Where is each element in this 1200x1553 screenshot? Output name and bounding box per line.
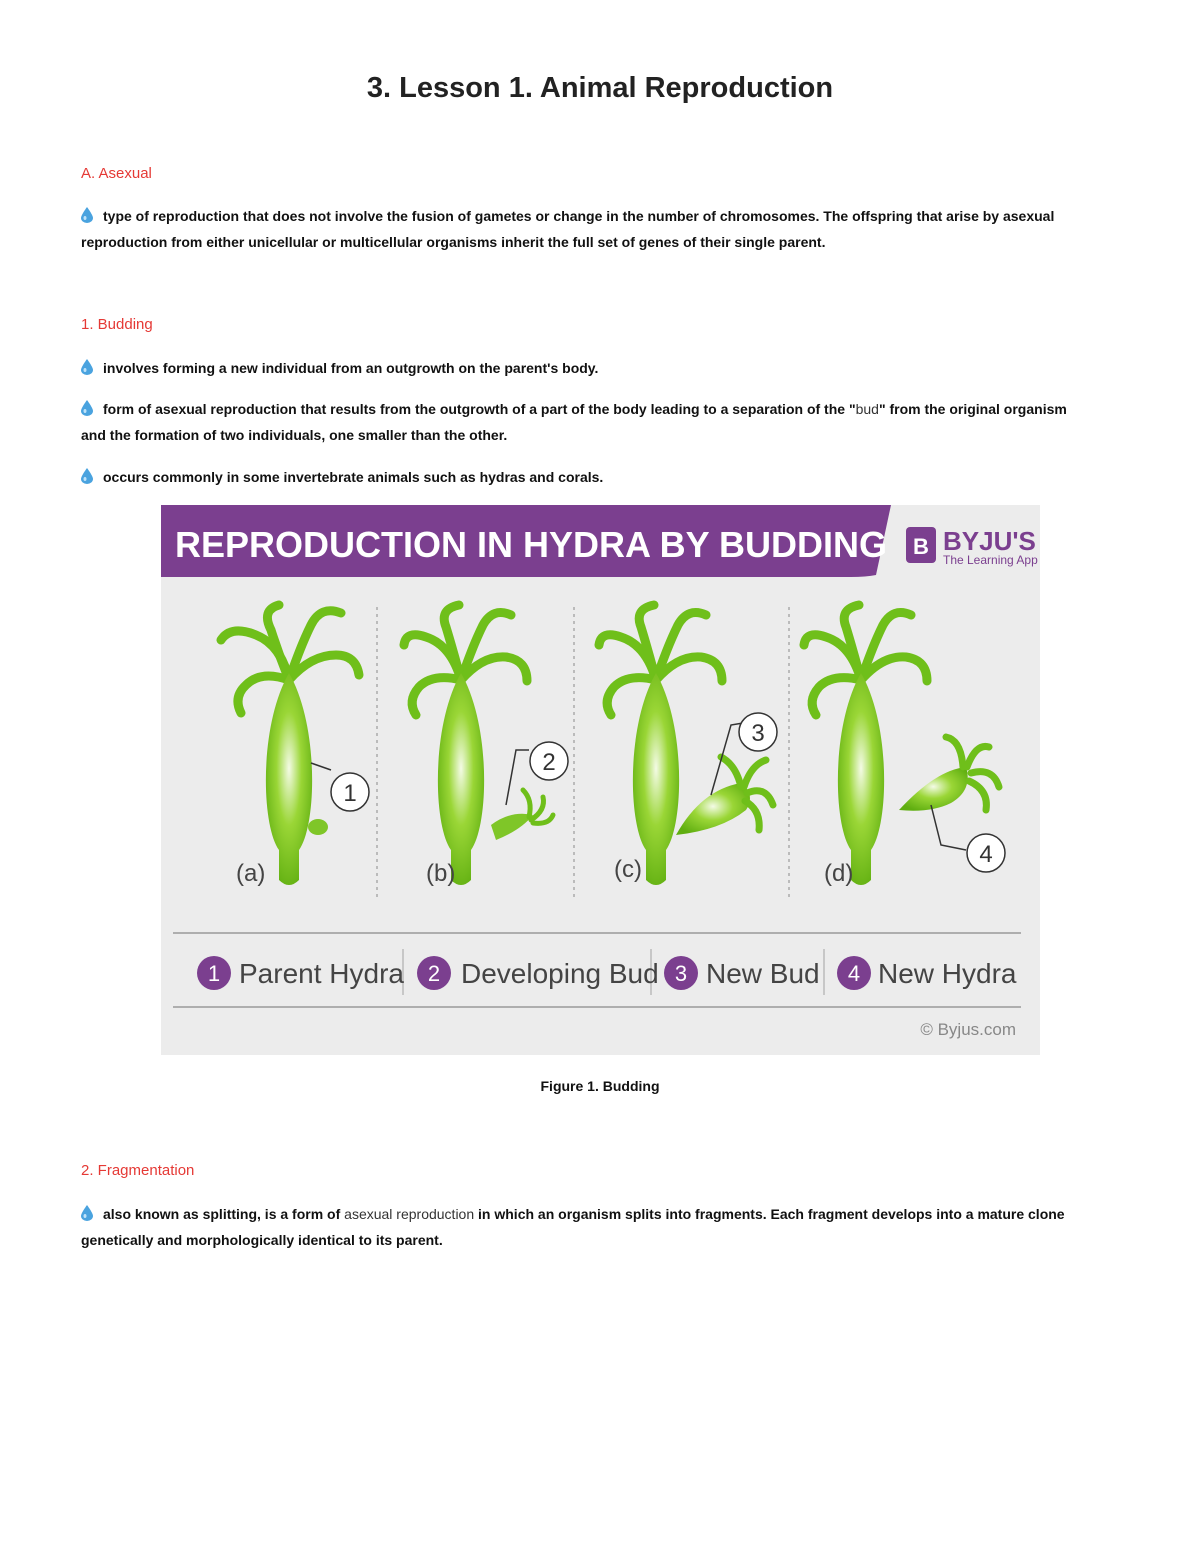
callout-number: 3 [751, 720, 765, 747]
stage-label-b: (b) [426, 860, 456, 887]
budding-bullet-2: form of asexual reproduction that results from the outgrowth of a part of the body leading to a separation of the "bud" from the original organism and the formation of two individuals, one smaller than the other. [81, 401, 1067, 443]
section-heading-fragmentation: 2. Fragmentation [81, 1162, 195, 1179]
legend-label-new-bud: New Bud [706, 958, 820, 989]
asexual-reproduction-link[interactable]: asexual reproduction [344, 1206, 475, 1222]
legend-number: 4 [847, 961, 861, 986]
hydra-budding-figure [161, 505, 1040, 1055]
callout-number: 2 [542, 749, 556, 776]
stage-label-d: (d) [824, 860, 854, 887]
legend-number: 3 [674, 961, 688, 986]
stage-label-c: (c) [614, 856, 642, 883]
bud-word: bud [855, 401, 879, 417]
water-drop-icon [81, 207, 93, 223]
logo-tagline: The Learning App [943, 553, 1038, 567]
legend-label-new-hydra: New Hydra [878, 958, 1017, 989]
water-drop-icon [81, 1205, 93, 1221]
water-drop-icon [81, 468, 93, 484]
fragmentation-paragraph: also known as splitting, is a form of asexual reproduction in which an organism splits into fragments. Each fragment develops into a mature clone genetically and morphologically identical to its parent. [81, 1206, 1065, 1248]
figure-caption: Figure 1. Budding [540, 1078, 660, 1094]
banner-title: REPRODUCTION IN HYDRA BY BUDDING [175, 524, 888, 565]
water-drop-icon [81, 359, 93, 375]
water-drop-icon [81, 400, 93, 416]
legend-number: 1 [207, 961, 221, 986]
section-heading-asexual: A. Asexual [81, 165, 152, 182]
byjus-logo-letter: B [913, 534, 929, 559]
figure-copyright: © Byjus.com [920, 1020, 1016, 1039]
callout-number: 4 [979, 841, 993, 868]
legend-label-parent-hydra: Parent Hydra [239, 958, 404, 989]
legend-label-developing-bud: Developing Bud [461, 958, 659, 989]
logo-name: BYJU'S [943, 526, 1036, 556]
legend-number: 2 [427, 961, 441, 986]
budding-bullet-3: occurs commonly in some invertebrate animals such as hydras and corals. [81, 464, 1091, 490]
stage-label-a: (a) [236, 860, 266, 887]
callout-number: 1 [343, 780, 357, 807]
asexual-paragraph: type of reproduction that does not involve the fusion of gametes or change in the number of chromosomes. The offspring that arise by asexual reproduction from either unicellular or multicellular organisms inherit the full set of genes of their single parent. [81, 208, 1055, 250]
section-heading-budding: 1. Budding [81, 316, 153, 333]
page-title: 3. Lesson 1. Animal Reproduction [366, 72, 834, 104]
budding-bullet-1: involves forming a new individual from an outgrowth on the parent's body. [81, 355, 1091, 381]
